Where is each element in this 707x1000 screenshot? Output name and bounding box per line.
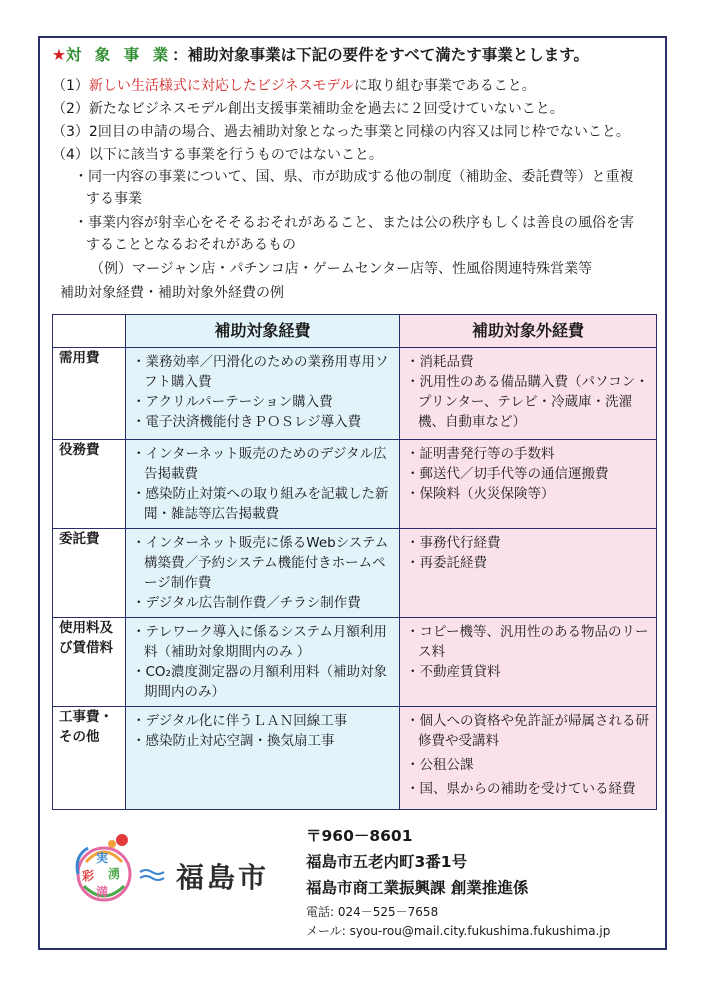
list-item: ・事務代行経費 [406,535,501,551]
list-item: ・汎用性のある備品購入費（パソコン・プリンター、テレビ・冷蔵庫・洗濯機、自動車など） [406,374,649,430]
exclusion-1-line2: する事業 [86,191,142,207]
list-item: ・業務効率／円滑化のための業務用専用ソフト購入費 [132,354,389,390]
exclusion-example: （例）マージャン店・パチンコ店・ゲームセンター店等、性風俗関連特殊営業等 [90,261,593,277]
requirement-number: （1） [52,78,89,94]
header-eligible: 補助対象経費 [126,315,400,348]
requirement-number: （2） [52,101,89,117]
department: 福島市商工業振興課 創業推進係 [306,879,529,897]
table-row [53,440,657,529]
requirement-number: （3） [52,124,89,140]
list-item: ・アクリルパーテーション購入費 [132,394,333,410]
svg-text:彩: 彩 [82,869,95,883]
list-item: ・再委託経費 [406,555,487,571]
requirement-text: 以下に該当する事業を行うものではないこと。 [88,147,383,163]
header-blank-cell [53,315,126,348]
svg-text:湧: 湧 [108,867,121,881]
list-item: ・郵送代／切手代等の通信運搬費 [406,466,609,482]
table-row [53,348,657,440]
row-eligible [126,618,400,707]
row-ineligible [400,348,657,440]
star-icon: ★ [52,46,66,64]
requirement-1 [52,76,536,96]
row-category: 工事費・その他 [53,707,126,810]
row-ineligible [400,707,657,810]
intro-heading [52,44,589,66]
list-item: ・国、県からの補助を受けている経費 [406,781,636,797]
cost-table [52,314,657,810]
table-title: 補助対象経費・補助対象外経費の例 [60,285,284,301]
table-header-row [53,315,657,348]
list-item: ・公租公課 [406,757,474,773]
list-item: ・テレワーク導入に係るシステム月額利用料（補助対象期間内のみ ） [132,624,387,660]
email: メール: syou-rou@mail.city.fukushima.fukushima.jp [306,924,611,938]
list-item: ・インターネット販売に係るWebシステム構築費／予約システム機能付きホームページ制作費 [132,535,389,591]
requirement-4 [52,145,383,165]
list-item: ・コピー機等、汎用性のある物品のリース料 [406,624,649,660]
row-category: 需用費 [53,348,126,440]
list-item: ・CO₂濃度測定器の月額利用料（補助対象期間内のみ） [132,664,387,700]
row-category: 役務費 [53,440,126,529]
requirement-text: 2回目の申請の場合、過去補助対象となった事業と同様の内容又は同じ枠でないこと。 [88,124,630,140]
row-eligible [126,348,400,440]
row-category: 使用料及び賃借料 [53,618,126,707]
row-eligible [126,707,400,810]
row-ineligible [400,618,657,707]
requirement-number: （4） [52,147,89,163]
row-eligible [126,440,400,529]
list-item: ・デジタル化に伴うＬＡＮ回線工事 [132,713,348,729]
city-name: 福島市 [176,861,270,894]
list-item: ・感染防止対応空調・換気扇工事 [132,733,335,749]
list-item: ・不動産賃貸料 [406,664,501,680]
row-ineligible [400,529,657,618]
city-logo [64,832,184,912]
list-item: ・感染防止対策への取り組みを記載した新聞・雑誌等広告掲載費 [132,486,389,522]
list-item: ・証明書発行等の手数料 [406,446,555,462]
list-item: ・インターネット販売のためのデジタル広告掲載費 [132,446,387,482]
row-category: 委託費 [53,529,126,618]
postal-code: 〒960－8601 [306,827,413,845]
intro-label: 対 象 事 業 [65,46,173,64]
address: 福島市五老内町3番1号 [306,853,468,871]
requirement-highlight: 新しい生活様式に対応したビジネスモデル [88,78,354,94]
requirement-text: 新たなビジネスモデル創出支援事業補助金を過去に２回受けていないこと。 [88,101,564,117]
requirement-3 [52,122,630,142]
svg-text:実: 実 [96,851,109,865]
table-row [53,707,657,810]
row-eligible [126,529,400,618]
exclusion-1-line1: ・同一内容の事業について、国、県、市が助成する他の制度（補助金、委託費等）と重複 [74,169,634,185]
exclusion-2-line2: することとなるおそれがあるもの [86,237,296,253]
intro-text: ：補助対象事業は下記の要件をすべて満たす事業とします。 [172,46,590,64]
phone: 電話: 024－525－7658 [306,905,439,919]
row-ineligible [400,440,657,529]
list-item: ・電子決済機能付きＰＯＳレジ導入費 [132,414,362,430]
svg-text:満: 満 [96,885,109,899]
requirement-2 [52,99,564,119]
exclusion-2-line1: ・事業内容が射幸心をそそるおそれがあること、または公の秩序もしくは善良の風俗を害 [74,215,634,231]
city-logo-icon [64,832,184,912]
list-item: ・デジタル広告制作費／チラシ制作費 [132,595,361,611]
requirement-text: に取り組む事業であること。 [353,78,536,94]
list-item: ・保険料（火災保険等） [406,486,555,502]
table-row [53,618,657,707]
table-row [53,529,657,618]
header-ineligible: 補助対象外経費 [400,315,657,348]
list-item: ・消耗品費 [406,354,474,370]
list-item: ・個人への資格や免許証が帰属される研修費や受講料 [406,713,649,749]
